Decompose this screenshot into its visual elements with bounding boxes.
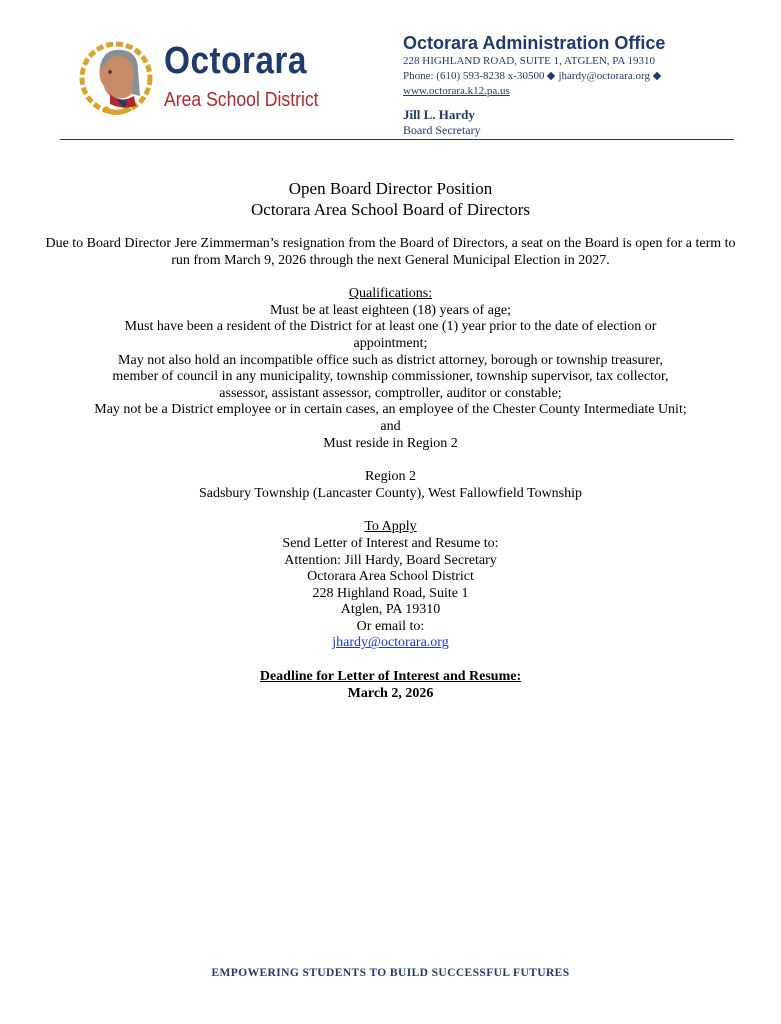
signer-name: Jill L. Hardy xyxy=(403,107,475,122)
apply-line: Or email to: xyxy=(356,618,425,634)
office-phone-email-line xyxy=(403,69,733,84)
region-townships: Sadsbury Township (Lancaster County), West Fallowfield Township xyxy=(198,485,583,501)
notice-title-line2: Octorara Area School Board of Directors xyxy=(251,200,530,219)
logo-wordmark: Octorara xyxy=(164,40,307,82)
intro-line: Due to Board Director Jere Zimmerman’s resignation from the Board of Directors, a seat on the Board is open for a term to xyxy=(45,236,736,251)
letterhead-divider xyxy=(60,139,734,140)
office-phone: Phone: (610) 593-8238 x-30500 xyxy=(403,70,545,82)
qualifications-heading: Qualifications: xyxy=(348,286,433,302)
deadline-date: March 2, 2026 xyxy=(347,685,434,701)
signer-title: Board Secretary xyxy=(403,123,481,137)
qualification-line: and xyxy=(380,418,401,434)
office-contact-block xyxy=(403,32,733,138)
intro-paragraph xyxy=(20,236,761,269)
district-emblem-icon xyxy=(76,36,156,122)
office-title: Octorara Administration Office xyxy=(403,33,666,53)
diamond-separator-icon xyxy=(653,72,661,80)
qualification-line: member of council in any municipality, township commissioner, township supervisor, tax collector, xyxy=(112,369,669,385)
apply-line: Octorara Area School District xyxy=(307,569,474,585)
qualification-line: assessor, assistant assessor, comptroller, auditor or constable; xyxy=(219,385,562,401)
apply-heading: To Apply xyxy=(364,519,417,535)
office-website-link[interactable]: www.octorara.k12.pa.us xyxy=(403,85,510,97)
qualification-line: May not be a District employee or in certain cases, an employee of the Chester County Intermediate Unit; xyxy=(94,402,687,418)
apply-line: 228 Highland Road, Suite 1 xyxy=(312,585,469,601)
qualification-line: Must have been a resident of the District for at least one (1) year prior to the date of election or xyxy=(124,319,657,335)
qualification-line: Must be at least eighteen (18) years of age; xyxy=(269,302,512,318)
apply-line: Send Letter of Interest and Resume to: xyxy=(282,535,499,551)
logo-subtitle: Area School District xyxy=(164,89,319,111)
apply-line: Atglen, PA 19310 xyxy=(340,602,441,618)
qualification-line: May not also hold an incompatible office such as district attorney, borough or township treasurer, xyxy=(118,352,663,368)
notice-body xyxy=(20,178,761,702)
apply-email-link[interactable]: jhardy@octorara.org xyxy=(332,635,449,651)
footer-tagline: EMPOWERING STUDENTS TO BUILD SUCCESSFUL FUTURES xyxy=(211,967,570,979)
region-heading: Region 2 xyxy=(365,469,416,485)
deadline-heading: Deadline for Letter of Interest and Resume: xyxy=(259,669,522,685)
district-logo xyxy=(76,36,326,122)
qualification-line: Must reside in Region 2 xyxy=(323,435,458,451)
office-address: 228 HIGHLAND ROAD, SUITE 1, ATGLEN, PA 19310 xyxy=(403,55,655,67)
qualification-line: appointment; xyxy=(353,335,428,351)
apply-line: Attention: Jill Hardy, Board Secretary xyxy=(284,552,497,568)
office-website-line xyxy=(403,84,733,99)
notice-title-line1: Open Board Director Position xyxy=(288,179,493,198)
diamond-separator-icon xyxy=(547,72,555,80)
intro-line: run from March 9, 2026 through the next General Municipal Election in 2027. xyxy=(171,252,610,268)
office-email[interactable]: jhardy@octorara.org xyxy=(558,70,650,82)
